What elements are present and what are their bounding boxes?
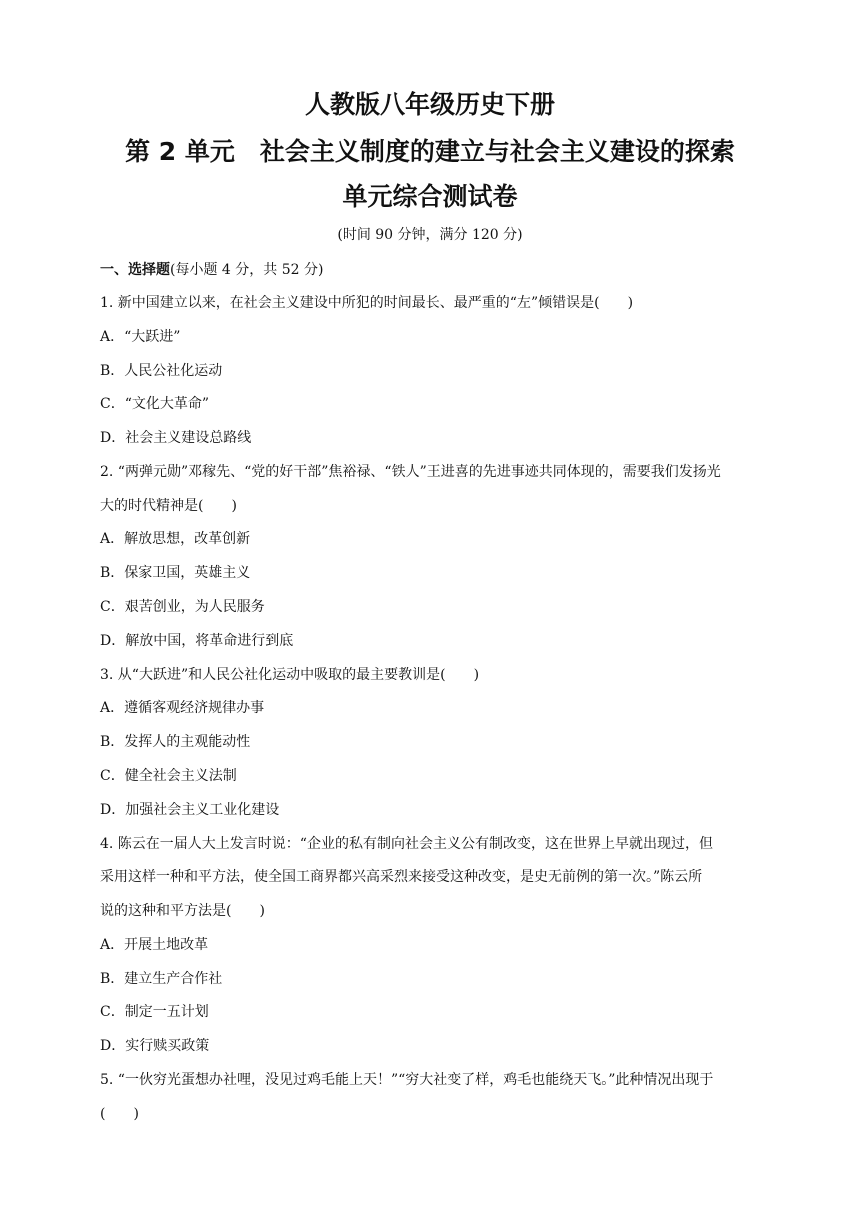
question-4-option-a: A．开展土地改革 <box>100 937 209 953</box>
section-note: (每小题 4 分，共 52 分) <box>170 262 324 278</box>
test-title: 单元综合测试卷 <box>342 182 518 211</box>
question-4-stem-line-1: 4. 陈云在一届人大上发言时说：“企业的私有制向社会主义公有制改变，这在世界上早就出现过，但 <box>100 836 713 852</box>
question-4-option-b: B．建立生产合作社 <box>100 971 223 987</box>
question-3-stem: 3. 从“大跃进”和人民公社化运动中吸取的最主要教训是( ) <box>100 667 480 683</box>
question-4-stem-line-3: 说的这种和平方法是( ) <box>100 903 265 919</box>
question-3-option-d: D．加强社会主义工业化建设 <box>100 802 280 818</box>
question-2-option-b: B．保家卫国，英雄主义 <box>100 565 251 581</box>
question-1-option-d: D．社会主义建设总路线 <box>100 430 252 446</box>
question-5-stem-line-2: ( ) <box>100 1106 139 1122</box>
question-1-option-a: A．“大跃进” <box>100 329 181 345</box>
question-1-option-b: B．人民公社化运动 <box>100 363 223 379</box>
unit-title: 第 2 单元 社会主义制度的建立与社会主义建设的探索 <box>125 137 735 166</box>
question-2-option-a: A．解放思想，改革创新 <box>100 531 251 547</box>
question-1-stem: 1. 新中国建立以来，在社会主义建设中所犯的时间最长、最严重的“左”倾错误是( ) <box>100 295 634 311</box>
question-1-option-c: C．“文化大革命” <box>100 396 210 412</box>
question-2-option-c: C．艰苦创业，为人民服务 <box>100 599 265 615</box>
question-2-stem-line-1: 2. “两弹元勋”邓稼先、“党的好干部”焦裕禄、“铁人”王进喜的先进事迹共同体现的，需要我们发扬光 <box>100 464 721 480</box>
question-5-stem-line-1: 5. “一伙穷光蛋想办社哩，没见过鸡毛能上天！”“穷大社变了样，鸡毛也能绕天飞。”此种情况出现于 <box>100 1072 714 1088</box>
doc-title: 人教版八年级历史下册 <box>304 90 555 119</box>
time-note: (时间 90 分钟，满分 120 分) <box>337 227 523 243</box>
question-2-stem-line-2: 大的时代精神是( ) <box>100 498 237 514</box>
question-3-option-c: C．健全社会主义法制 <box>100 768 237 784</box>
section-heading <box>100 261 323 279</box>
question-3-option-a: A．遵循客观经济规律办事 <box>100 700 265 716</box>
question-3-option-b: B．发挥人的主观能动性 <box>100 734 251 750</box>
section-label: 一、选择题 <box>100 262 170 278</box>
question-4-stem-line-2: 采用这样一种和平方法，使全国工商界都兴高采烈来接受这种改变，是史无前例的第一次。”陈云所 <box>100 869 703 885</box>
question-2-option-d: D．解放中国，将革命进行到底 <box>100 633 294 649</box>
question-4-option-d: D．实行赎买政策 <box>100 1038 210 1054</box>
question-4-option-c: C．制定一五计划 <box>100 1004 209 1020</box>
